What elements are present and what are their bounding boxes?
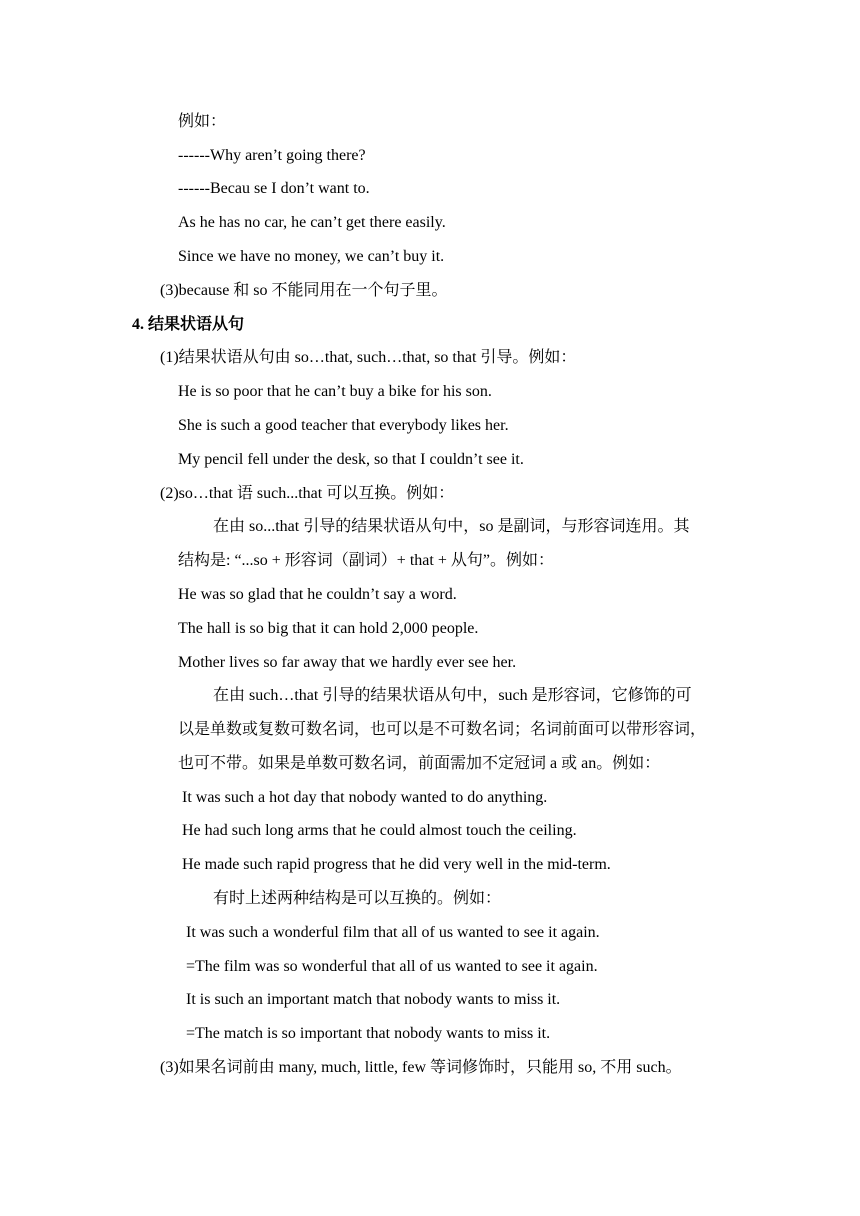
text-line: (1)结果状语从句由 so…that, such…that, so that 引导。例如：	[160, 349, 577, 366]
text-line: It is such an important match that nobody wants to miss it.	[186, 991, 561, 1008]
text-line: (2)so…that 语 such...that 可以互换。例如：	[160, 485, 455, 502]
text-line: (3)because 和 so 不能同用在一个句子里。	[160, 282, 448, 299]
text-line: 例如：	[178, 113, 227, 130]
text-line: It was such a hot day that nobody wanted to do anything.	[182, 789, 548, 806]
text-line: ------Why aren’t going there?	[178, 147, 366, 164]
text-line: 结构是: “...so + 形容词（副词）+ that + 从句”。例如：	[178, 552, 554, 569]
text-line: 在由 so...that 引导的结果状语从句中，so 是副词，与形容词连用。其	[213, 518, 690, 535]
text-line: She is such a good teacher that everybody likes her.	[178, 417, 509, 434]
text-line: He is so poor that he can’t buy a bike for his son.	[178, 383, 492, 400]
text-line: ------Becau se I don’t want to.	[178, 180, 370, 197]
text-line: 也可不带。如果是单数可数名词，前面需加不定冠词 a 或 an。例如：	[178, 755, 661, 772]
text-line: My pencil fell under the desk, so that I couldn’t see it.	[178, 451, 524, 468]
text-line: 在由 such…that 引导的结果状语从句中，such 是形容词，它修饰的可	[213, 687, 692, 704]
text-line: As he has no car, he can’t get there easily.	[178, 214, 446, 231]
text-line: It was such a wonderful film that all of us wanted to see it again.	[186, 924, 600, 941]
section-heading: 4. 结果状语从句	[132, 316, 245, 333]
text-line: 有时上述两种结构是可以互换的。例如：	[213, 890, 502, 907]
text-line: He had such long arms that he could almost touch the ceiling.	[182, 822, 577, 839]
text-line: Mother lives so far away that we hardly ever see her.	[178, 654, 517, 671]
text-line: Since we have no money, we can’t buy it.	[178, 248, 445, 265]
text-line: The hall is so big that it can hold 2,000 people.	[178, 620, 479, 637]
text-line: 以是单数或复数可数名词，也可以是不可数名词；名词前面可以带形容词，	[178, 721, 707, 738]
text-line: (3)如果名词前由 many, much, little, few 等词修饰时，只能用 so, 不用 such。	[160, 1059, 682, 1076]
text-line: He was so glad that he couldn’t say a word.	[178, 586, 457, 603]
text-line: He made such rapid progress that he did very well in the mid-term.	[182, 856, 611, 873]
text-line: =The film was so wonderful that all of us wanted to see it again.	[186, 958, 598, 975]
text-line: =The match is so important that nobody wants to miss it.	[186, 1025, 551, 1042]
